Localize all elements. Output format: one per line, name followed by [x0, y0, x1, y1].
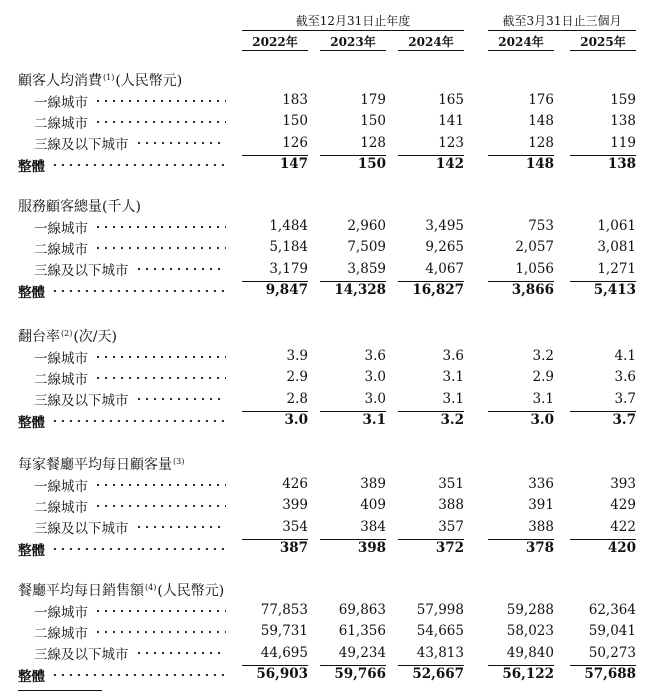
- value-cell: 3.6: [364, 348, 386, 364]
- value-cell: 59,288: [506, 602, 554, 618]
- dot-leader: [94, 120, 226, 124]
- value-cell: 59,041: [588, 623, 636, 640]
- table-row: [0, 90, 655, 111]
- value-cell: 57,688: [584, 666, 636, 683]
- value-cell: 3.0: [364, 369, 386, 386]
- value-cell: 1,271: [597, 260, 636, 277]
- section-title-text: 每家餐廳平均每日顧客量: [18, 457, 172, 473]
- value-cell: 159: [610, 92, 636, 108]
- row-label: [34, 643, 226, 664]
- value-cell: 52,667: [412, 666, 464, 683]
- dot-leader: [135, 525, 227, 529]
- row-label: [18, 538, 226, 559]
- value-cell: 388: [438, 497, 464, 514]
- value-cell: 3,866: [511, 282, 554, 299]
- table-row: [0, 389, 655, 410]
- row-label: [34, 367, 226, 388]
- table-row: [0, 216, 655, 237]
- value-cell: 58,023: [506, 623, 554, 640]
- row-label-text: 整體: [18, 542, 45, 559]
- value-cell: 1,056: [515, 260, 554, 277]
- value-cell: 61,356: [338, 623, 386, 640]
- row-label: [34, 517, 226, 538]
- value-cell: 3.0: [530, 412, 554, 429]
- section-title: [18, 196, 141, 216]
- value-cell: 150: [360, 113, 386, 130]
- footnote-marker: (1): [103, 73, 115, 82]
- value-cell: 128: [528, 134, 554, 151]
- row-label: [34, 474, 226, 495]
- value-cell: 3.1: [442, 369, 464, 386]
- value-cell: 336: [528, 476, 554, 492]
- value-cell: 3.1: [532, 390, 554, 407]
- section-title-text: 翻台率: [18, 329, 60, 345]
- value-cell: 138: [607, 156, 636, 173]
- table-row: [0, 474, 655, 495]
- value-cell: 422: [610, 518, 636, 535]
- table-row: [0, 621, 655, 642]
- value-cell: 3.1: [362, 412, 386, 429]
- value-cell: 56,903: [256, 666, 308, 683]
- value-cell: 5,413: [593, 282, 636, 299]
- dot-leader: [51, 163, 226, 167]
- row-label-text: 整體: [18, 414, 45, 431]
- value-cell: 141: [438, 113, 464, 130]
- section-unit: (人民幣元): [115, 73, 183, 89]
- dot-leader: [94, 630, 226, 634]
- section-title: [18, 454, 185, 474]
- section-unit: (次/天): [73, 329, 117, 345]
- total-row: [0, 538, 655, 559]
- dot-leader: [135, 141, 227, 145]
- header-column-rule: [242, 50, 308, 51]
- dot-leader: [94, 225, 226, 229]
- table-row: [0, 600, 655, 621]
- value-cell: 2.9: [532, 369, 554, 386]
- value-cell: 3,179: [269, 260, 308, 277]
- row-label: [18, 410, 226, 431]
- value-cell: 62,364: [588, 602, 636, 618]
- value-cell: 16,827: [412, 282, 464, 299]
- value-cell: 4.1: [614, 348, 636, 364]
- row-label-text: 二線城市: [34, 625, 88, 642]
- total-row: [0, 664, 655, 685]
- header-three-months-mar: 截至3月31日止三個月: [502, 14, 622, 28]
- dot-leader: [135, 397, 227, 401]
- value-cell: 9,847: [265, 282, 308, 299]
- value-cell: 398: [357, 540, 386, 557]
- dot-leader: [94, 504, 226, 508]
- value-cell: 44,695: [260, 644, 308, 661]
- value-cell: 49,840: [506, 644, 554, 661]
- value-cell: 387: [279, 540, 308, 557]
- value-cell: 351: [438, 476, 464, 492]
- value-cell: 77,853: [260, 602, 308, 618]
- value-cell: 123: [438, 134, 464, 151]
- row-label: [34, 111, 226, 132]
- value-cell: 7,509: [347, 239, 386, 256]
- value-cell: 3.9: [286, 348, 308, 364]
- row-label-text: 整體: [18, 284, 45, 301]
- table-row: [0, 111, 655, 132]
- value-cell: 3.6: [614, 369, 636, 386]
- dot-leader: [51, 289, 226, 293]
- value-cell: 50,273: [588, 644, 636, 661]
- row-label: [18, 154, 226, 175]
- dot-leader: [51, 419, 226, 423]
- dot-leader: [94, 246, 226, 250]
- value-cell: 753: [528, 218, 554, 234]
- row-label: [34, 389, 226, 410]
- value-cell: 2,057: [515, 239, 554, 256]
- row-label: [34, 600, 226, 621]
- value-cell: 147: [279, 156, 308, 173]
- value-cell: 3.0: [284, 412, 308, 429]
- value-cell: 1,484: [269, 218, 308, 234]
- row-label-text: 二線城市: [34, 241, 88, 258]
- value-cell: 9,265: [425, 239, 464, 256]
- table-row: [0, 495, 655, 516]
- value-cell: 69,863: [338, 602, 386, 618]
- total-row: [0, 154, 655, 175]
- value-cell: 5,184: [269, 239, 308, 256]
- section-title: [18, 580, 224, 600]
- value-cell: 49,234: [338, 644, 386, 661]
- value-cell: 183: [282, 92, 308, 108]
- value-cell: 165: [438, 92, 464, 108]
- dot-leader: [51, 673, 226, 677]
- value-cell: 429: [610, 497, 636, 514]
- row-label-text: 一線城市: [34, 94, 88, 111]
- value-cell: 4,067: [425, 260, 464, 277]
- value-cell: 3.2: [440, 412, 464, 429]
- value-cell: 142: [435, 156, 464, 173]
- header-mar-rule: [488, 30, 636, 31]
- value-cell: 426: [282, 476, 308, 492]
- row-label: [34, 495, 226, 516]
- value-cell: 372: [435, 540, 464, 557]
- value-cell: 3,859: [347, 260, 386, 277]
- footnote-marker: (4): [145, 583, 157, 592]
- header-dec-rule: [242, 30, 464, 31]
- row-label-text: 整體: [18, 158, 45, 175]
- value-cell: 119: [610, 134, 636, 151]
- value-cell: 176: [528, 92, 554, 108]
- value-cell: 59,731: [260, 623, 308, 640]
- dot-leader: [94, 99, 226, 103]
- row-label: [34, 621, 226, 642]
- row-label: [34, 259, 226, 280]
- table-row: [0, 259, 655, 280]
- value-cell: 56,122: [502, 666, 554, 683]
- dot-leader: [135, 267, 227, 271]
- value-cell: 3.2: [532, 348, 554, 364]
- header-year-2023: 2023年: [330, 35, 376, 49]
- header-year-2022: 2022年: [252, 35, 298, 49]
- value-cell: 2,960: [347, 218, 386, 234]
- value-cell: 378: [525, 540, 554, 557]
- value-cell: 138: [610, 113, 636, 130]
- section-title-text: 顧客人均消費: [18, 73, 102, 89]
- value-cell: 14,328: [334, 282, 386, 299]
- footnote-marker: (2): [61, 329, 73, 338]
- value-cell: 43,813: [416, 644, 464, 661]
- value-cell: 393: [610, 476, 636, 492]
- section-unit: (千人): [102, 199, 141, 215]
- row-label-text: 三線及以下城市: [34, 137, 129, 154]
- row-label: [34, 216, 226, 237]
- section-title: [18, 326, 117, 346]
- table-row: [0, 367, 655, 388]
- row-label-text: 二線城市: [34, 115, 88, 132]
- value-cell: 57,998: [416, 602, 464, 618]
- total-row: [0, 410, 655, 431]
- dot-leader: [135, 651, 227, 655]
- value-cell: 384: [360, 518, 386, 535]
- value-cell: 179: [360, 92, 386, 108]
- value-cell: 148: [528, 113, 554, 130]
- row-label: [34, 133, 226, 154]
- value-cell: 3.0: [364, 390, 386, 407]
- value-cell: 391: [528, 497, 554, 514]
- value-cell: 409: [360, 497, 386, 514]
- row-label-text: 一線城市: [34, 478, 88, 495]
- table-row: [0, 346, 655, 367]
- row-label-text: 三線及以下城市: [34, 647, 129, 664]
- value-cell: 420: [607, 540, 636, 557]
- row-label-text: 三線及以下城市: [34, 263, 129, 280]
- footnote-rule: [18, 690, 102, 691]
- header-column-rule: [398, 50, 464, 51]
- value-cell: 1,061: [597, 218, 636, 234]
- table-row: [0, 237, 655, 258]
- table-row: [0, 133, 655, 154]
- header-year-2025-q1: 2025年: [580, 35, 626, 49]
- header-year-2024-q1: 2024年: [498, 35, 544, 49]
- dot-leader: [51, 547, 226, 551]
- value-cell: 357: [438, 518, 464, 535]
- value-cell: 150: [357, 156, 386, 173]
- value-cell: 3,495: [425, 218, 464, 234]
- value-cell: 3.6: [442, 348, 464, 364]
- dot-leader: [94, 483, 226, 487]
- dot-leader: [94, 609, 226, 613]
- row-label-text: 二線城市: [34, 499, 88, 516]
- row-label: [18, 280, 226, 301]
- row-label-text: 一線城市: [34, 220, 88, 237]
- value-cell: 399: [282, 497, 308, 514]
- value-cell: 3.1: [442, 390, 464, 407]
- header-year-ended-dec: 截至12月31日止年度: [295, 14, 411, 28]
- row-label-text: 一線城市: [34, 604, 88, 621]
- value-cell: 354: [282, 518, 308, 535]
- value-cell: 148: [525, 156, 554, 173]
- row-label-text: 一線城市: [34, 350, 88, 367]
- total-row: [0, 280, 655, 301]
- row-label: [34, 346, 226, 367]
- section-title: [18, 70, 182, 90]
- value-cell: 54,665: [416, 623, 464, 640]
- value-cell: 388: [528, 518, 554, 535]
- header-column-rule: [570, 50, 636, 51]
- value-cell: 389: [360, 476, 386, 492]
- value-cell: 126: [282, 134, 308, 151]
- header-year-2024: 2024年: [408, 35, 454, 49]
- value-cell: 2.9: [286, 369, 308, 386]
- row-label: [18, 664, 226, 685]
- row-label: [34, 90, 226, 111]
- dot-leader: [94, 355, 226, 359]
- row-label-text: 三線及以下城市: [34, 521, 129, 538]
- value-cell: 59,766: [334, 666, 386, 683]
- row-label: [34, 237, 226, 258]
- section-unit: (人民幣元): [157, 583, 225, 599]
- table-row: [0, 643, 655, 664]
- table-row: [0, 517, 655, 538]
- value-cell: 3,081: [597, 239, 636, 256]
- section-title-text: 服務顧客總量: [18, 199, 102, 215]
- value-cell: 2.8: [286, 390, 308, 407]
- header-column-rule: [320, 50, 386, 51]
- section-title-text: 餐廳平均每日銷售額: [18, 583, 144, 599]
- footnote-marker: (3): [173, 457, 185, 466]
- row-label-text: 整體: [18, 668, 45, 685]
- row-label-text: 三線及以下城市: [34, 393, 129, 410]
- row-label-text: 二線城市: [34, 371, 88, 388]
- header-column-rule: [488, 50, 554, 51]
- value-cell: 150: [282, 113, 308, 130]
- value-cell: 3.7: [614, 390, 636, 407]
- value-cell: 128: [360, 134, 386, 151]
- value-cell: 3.7: [612, 412, 636, 429]
- dot-leader: [94, 376, 226, 380]
